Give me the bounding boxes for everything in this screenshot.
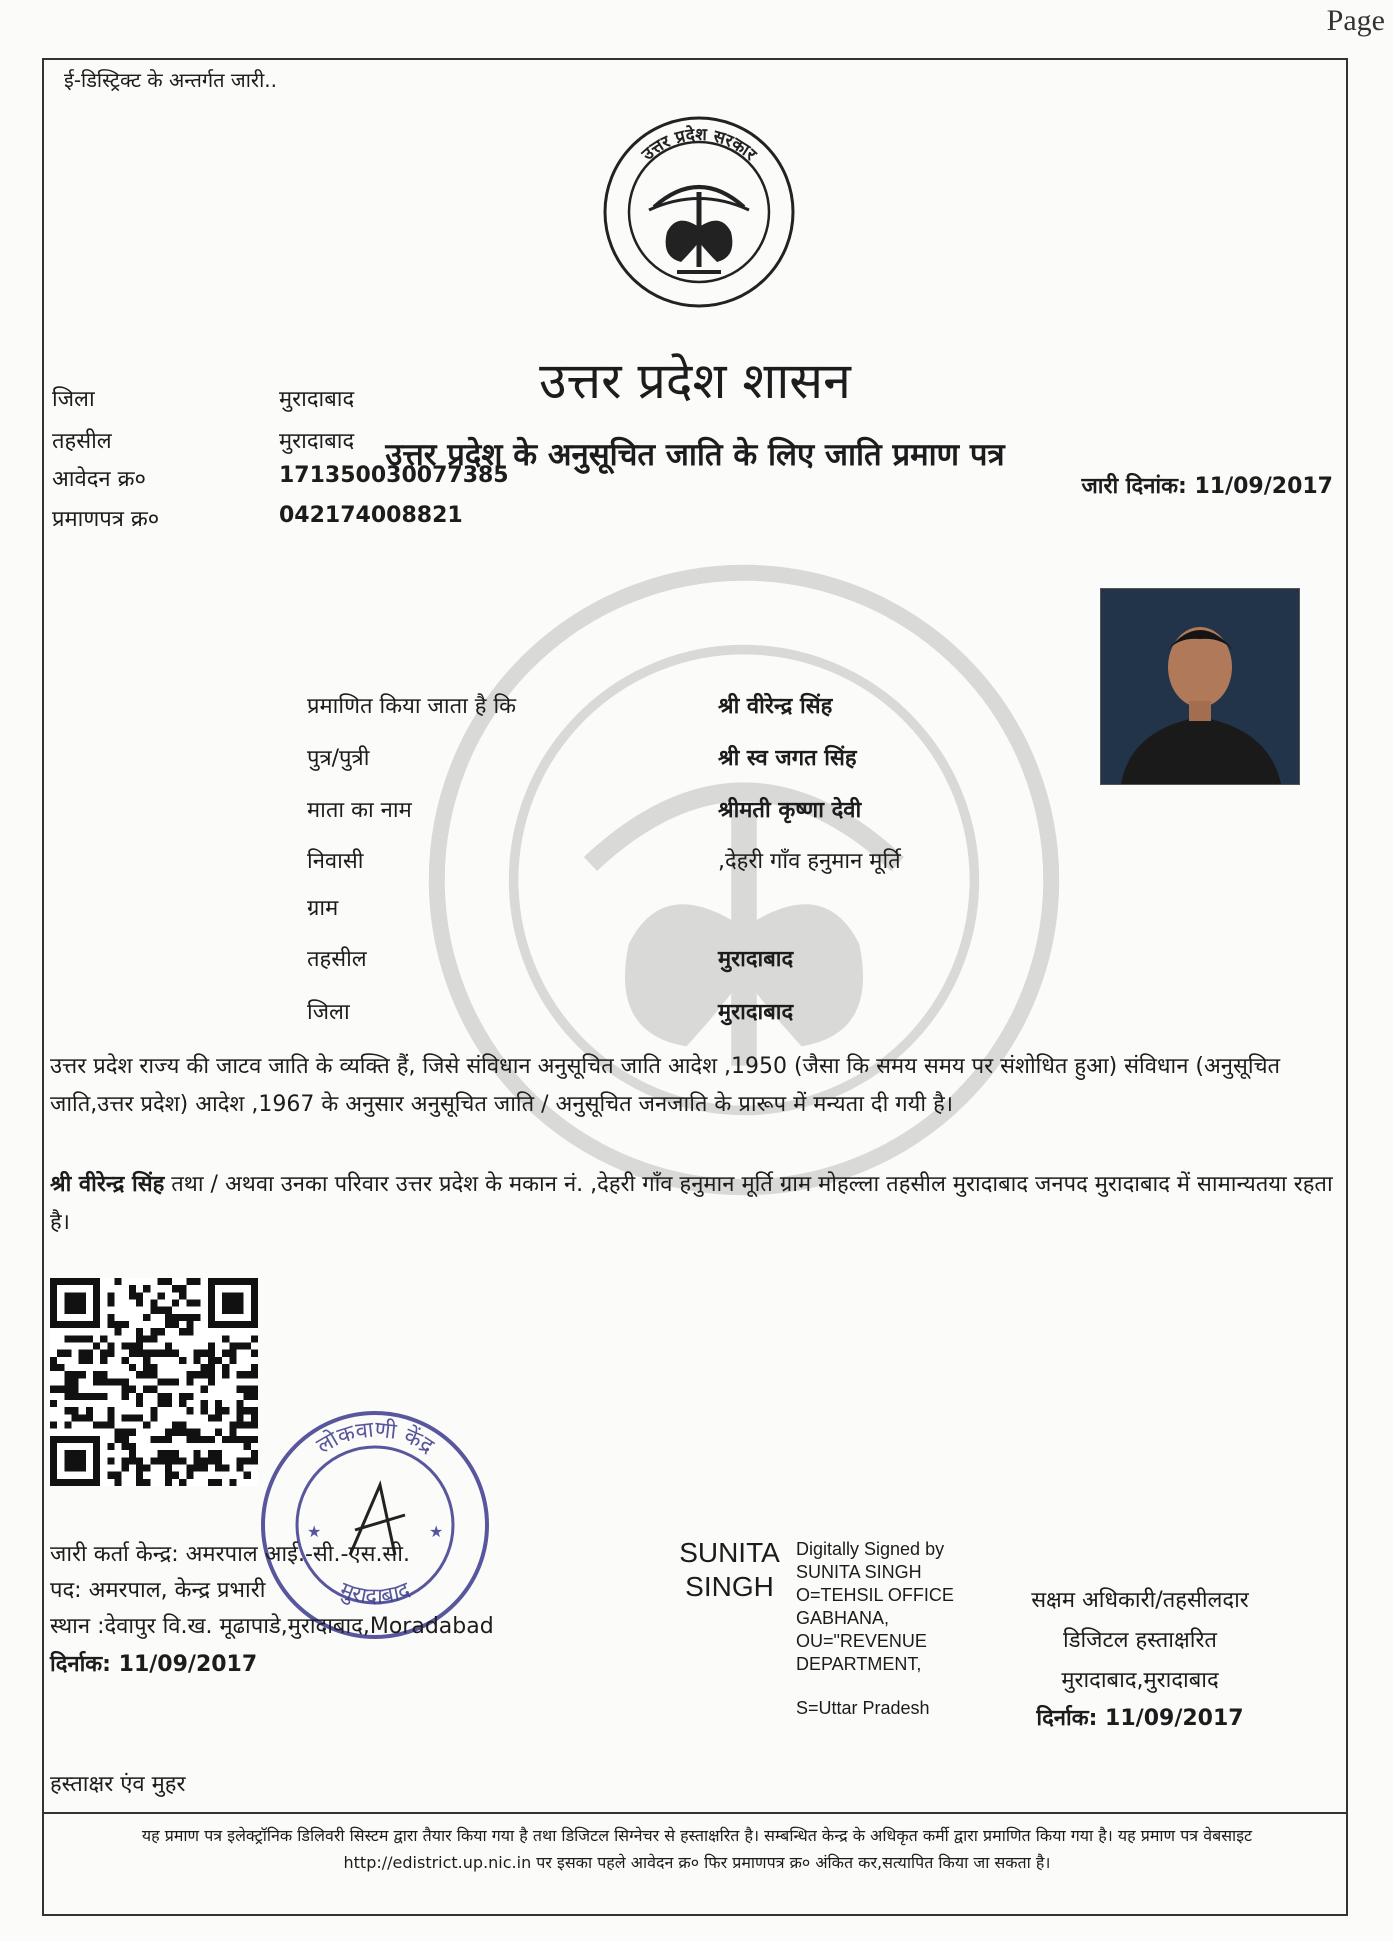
issuer-post: पद: अमरपाल, केन्द्र प्रभारी: [50, 1578, 266, 1603]
resident-label: निवासी: [307, 849, 364, 874]
body-tehsil-value: मुरादाबाद: [718, 947, 794, 972]
document-subheading: उत्तर प्रदेश के अनुसूचित जाति के लिए जाति प्रमाण पत्र: [385, 437, 1005, 473]
tehsil-value: मुरादाबाद: [279, 429, 355, 454]
application-no-value: 171350030077385: [279, 463, 509, 488]
footer-note: यह प्रमाण पत्र इलेक्ट्रॉनिक डिलिवरी सिस्टम द्वारा तैयार किया गया है तथा डिजिटल सिग्नेचर से हस्ताक्षरित है। सम्बन्धित केन्द्र के अधिकृत कर्मी द्वारा प्रमाणित किया गया है। यह प्रमाण पत्र वेबसाइट http://edistrict.up.nic.in पर इसका पहले आवेदन क्र० फिर प्रमाणपत्र क्र० अंकित कर,सत्यापित किया जा सकता है।: [141, 1826, 1253, 1872]
residence-statement-text: तथा / अथवा उनका परिवार उत्तर प्रदेश के मकान नं. ,देहरी गाँव हनुमान मूर्ति ग्राम मोहल्ला तहसील मुरादाबाद जनपद मुरादाबाद में सामान्यतया रहता है।: [50, 1172, 1333, 1235]
certified-label: प्रमाणित किया जाता है कि: [307, 694, 517, 719]
authority-signed: डिजिटल हस्ताक्षरित: [1063, 1628, 1217, 1653]
office-issue-date: दिर्नाक: 11/09/2017: [50, 1652, 258, 1677]
application-no-label: आवेदन क्र०: [52, 467, 146, 492]
issuing-center: जारी कर्ता केन्द्र: अमरपाल आई.-सी.-एस.सी.: [50, 1542, 410, 1567]
district-value: मुरादाबाद: [279, 387, 355, 412]
residence-statement: [50, 1166, 1340, 1242]
document-heading: उत्तर प्रदेश शासन: [539, 352, 851, 410]
applicant-photo: [1100, 588, 1300, 785]
certificate-no-value: 042174008821: [279, 503, 463, 528]
mother-name: श्रीमती कृष्णा देवी: [718, 798, 862, 823]
signature-and-seal-label: हस्ताक्षर एंव मुहर: [50, 1772, 186, 1797]
body-district-value: मुरादाबाद: [718, 1000, 794, 1025]
father-name: श्री स्व जगत सिंह: [718, 746, 857, 771]
certificate-no-label: प्रमाणपत्र क्र०: [52, 507, 160, 532]
page-label: Page: [1326, 4, 1385, 37]
body-district-label: जिला: [307, 1000, 350, 1025]
certified-name: श्री वीरेन्द्र सिंह: [718, 694, 833, 719]
issued-under-text: ई-डिस्ट्रिक्ट के अन्तर्गत जारी..: [64, 68, 277, 92]
authority-title: सक्षम अधिकारी/तहसीलदार: [1031, 1588, 1249, 1613]
person-photo-icon: [1101, 589, 1299, 784]
office-stamp: [255, 1405, 495, 1645]
digital-signature-details: Digitally Signed by SUNITA SINGH O=TEHSIL OFFICE GABHANA, OU="REVENUE DEPARTMENT,: [796, 1539, 954, 1674]
issue-date: जारी दिनांक: 11/09/2017: [1081, 474, 1333, 499]
qr-code: [50, 1278, 258, 1486]
authority-date: दिर्नाक: 11/09/2017: [1036, 1706, 1244, 1731]
emblem-text: उत्तर प्रदेश सरकार: [638, 124, 761, 165]
resident-value: ,देहरी गाँव हनुमान मूर्ति: [718, 849, 901, 874]
digital-signature-state: S=Uttar Pradesh: [796, 1698, 930, 1718]
digital-signer-name: SUNITA SINGH: [679, 1537, 780, 1602]
child-of-label: पुत्र/पुत्री: [307, 746, 370, 771]
svg-text:★: ★: [429, 1522, 444, 1541]
authority-location: मुरादाबाद,मुरादाबाद: [1061, 1668, 1219, 1693]
stamp-bottom-text: मुरादाबाद: [336, 1577, 414, 1610]
state-emblem-icon: [599, 112, 799, 312]
footer-divider: [44, 1812, 1346, 1814]
body-tehsil-label: तहसील: [307, 947, 367, 972]
residence-statement-name: श्री वीरेन्द्र सिंह: [50, 1172, 165, 1197]
svg-text:मुरादाबाद: [336, 1578, 414, 1610]
caste-statement: उत्तर प्रदेश राज्य की जाटव जाति के व्यक्ति हैं, जिसे संविधान अनुसूचित जाति आदेश ,1950 (जैसा कि समय समय पर संशोधित हुआ) संविधान (अनुसूचित जाति,उत्तर प्रदेश) आदेश ,1967 के अनुसार अनुसूचित जाति / अनुसूचित जनजाति के प्रारूप में मन्यता दी गयी है।: [50, 1054, 1281, 1117]
issue-place: स्थान :देवापुर वि.ख. मूढापाडे,मुरादाबाद,Moradabad: [50, 1614, 494, 1639]
tehsil-label: तहसील: [52, 429, 112, 454]
svg-text:★: ★: [307, 1522, 322, 1541]
mother-label: माता का नाम: [307, 798, 412, 823]
stamp-text: लोकवाणी केंद्र: [312, 1417, 439, 1460]
village-label: ग्राम: [307, 896, 339, 921]
district-label: जिला: [52, 387, 95, 412]
